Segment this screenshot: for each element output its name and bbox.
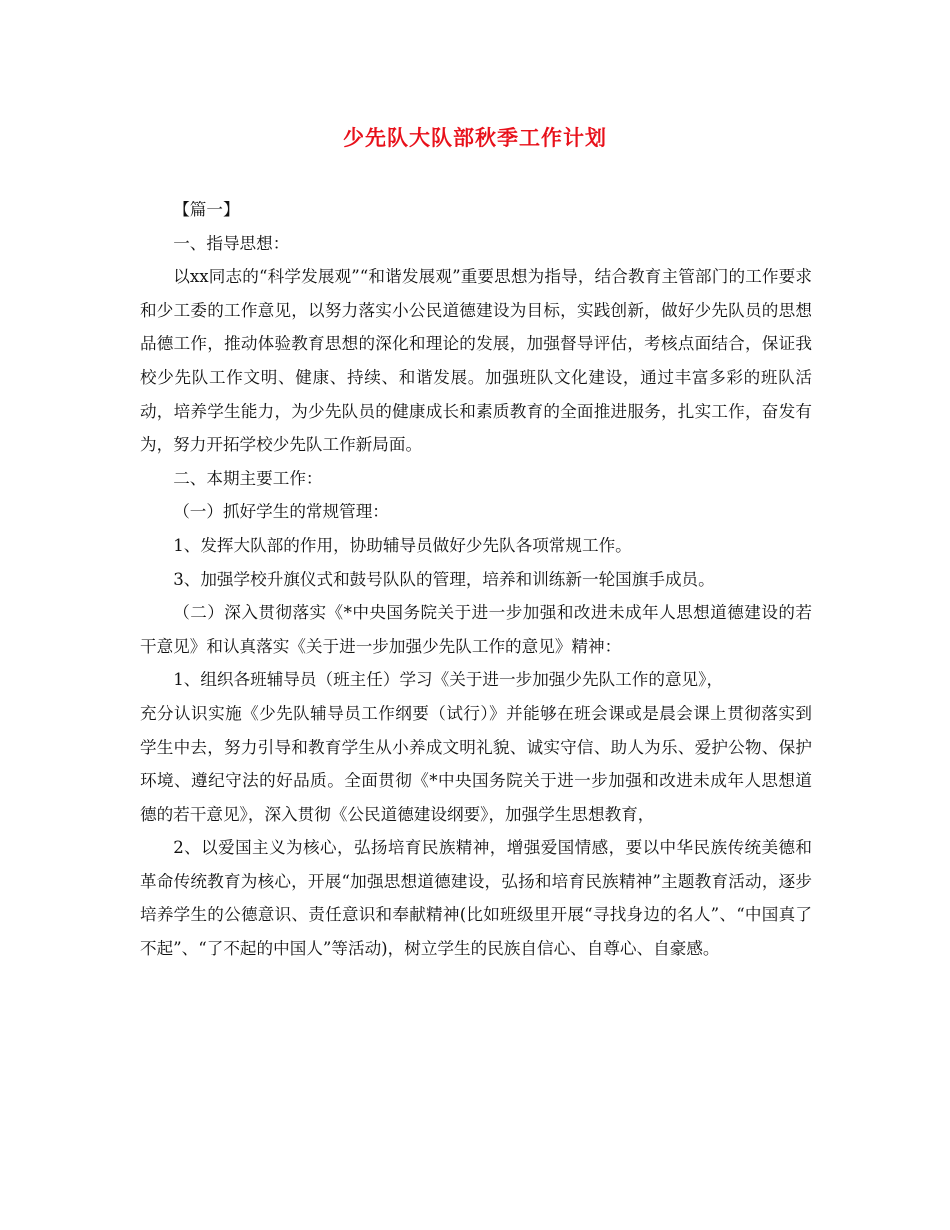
paragraph-guiding-ideology: 以xx同志的“科学发展观”“和谐发展观”重要思想为指导，结合教育主管部门的工作要求和少工委的工作意见，以努力落实小公民道德建设为目标，实践创新，做好少先队员的思想品德工作，推动体验教育思想的深化和理论的发展，加强督导评估，考核点面结合，保证我校少先队工作文明、健康、持续、和谐发展。加强班队文化建设，通过丰富多彩的班队活动，培养学生能力，为少先队员的健康成长和素质教育的全面推进服务，扎实工作，奋发有为，努力开拓学校少先队工作新局面。 [140, 267, 812, 455]
paragraph-understand-outline: 充分认识实施《少先队辅导员工作纲要（试行）》并能够在班会课或是晨会课上贯彻落实到学生中去，努力引导和教育学生从小养成文明礼貌、诚实守信、助人为乐、爱护公物、保护环境、遵纪守法的好品质。全面贯彻《*中央国务院关于进一步加强和改进未成年人思想道德的若干意见》，深入贯彻《公民道德建设纲要》，加强学生思想教育， [140, 703, 812, 824]
subheading-routine-management: （一）抓好学生的常规管理： [173, 502, 389, 522]
item-flag-ceremony: 3、加强学校升旗仪式和鼓号队队的管理，培养和训练新一轮国旗手成员。 [173, 569, 715, 589]
document-body [140, 193, 812, 966]
heading-guiding-ideology: 一、指导思想： [173, 233, 290, 253]
item-brigade-role: 1、发挥大队部的作用，协助辅导员做好少先队各项常规工作。 [173, 535, 632, 555]
item-patriotism: 2、以爱国主义为核心，弘扬培育民族精神，增强爱国情感，要以中华民族传统美德和革命传统教育为核心，开展“加强思想道德建设，弘扬和培育民族精神”主题教育活动，逐步培养学生的公德意识、责任意识和奉献精神(比如班级里开展“寻找身边的名人”、“中国真了不起”、“了不起的中国人”等活动)，树立学生的民族自信心、自尊心、自豪感。 [140, 838, 812, 959]
item-organize-study: 1、组织各班辅导员（班主任）学习《关于进一步加强少先队工作的意见》， [173, 670, 724, 690]
document-title: 少先队大队部秋季工作计划 [343, 126, 607, 150]
subheading-implement-opinions: （二）深入贯彻落实《*中央国务院关于进一步加强和改进未成年人思想道德建设的若干意见》和认真落实《关于进一步加强少先队工作的意见》精神： [140, 603, 812, 656]
heading-main-work: 二、本期主要工作： [173, 468, 323, 488]
section-label-part-one: 【篇一】 [173, 200, 240, 219]
